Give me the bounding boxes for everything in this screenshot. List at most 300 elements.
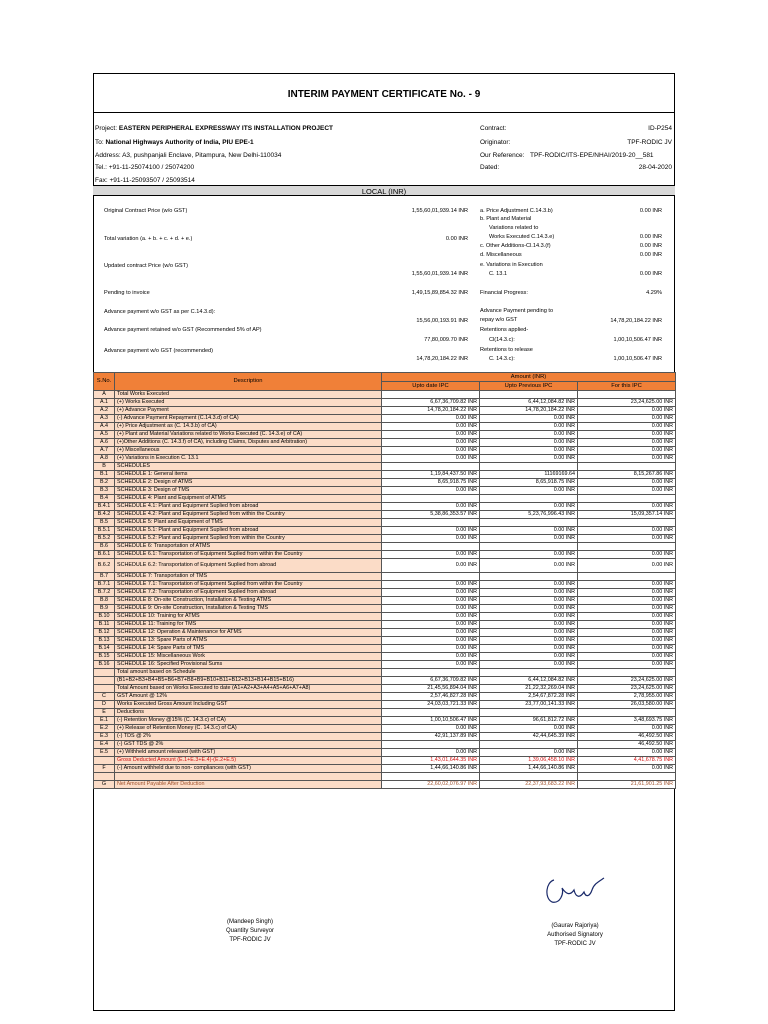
table-row xyxy=(94,495,676,503)
row-sno: A.2 xyxy=(94,407,115,415)
table-row xyxy=(94,669,676,677)
row-description: SCHEDULE 6: Transportation of ATMS xyxy=(115,543,382,551)
row-this-ipc: 46,492.50 INR xyxy=(578,741,676,749)
row-description: SCHEDULE 5: Plant and Equipment of TMS xyxy=(115,519,382,527)
row-upto-date: 42,91,137.89 INR xyxy=(382,733,480,741)
summary-label: Original Contract Price (w/o GST) xyxy=(104,208,188,214)
row-sno: B.5.2 xyxy=(94,535,115,543)
row-previous xyxy=(480,391,578,399)
divider xyxy=(93,112,675,113)
table-row xyxy=(94,661,676,669)
row-upto-date: 21,45,56,894.04 INR xyxy=(382,685,480,693)
row-this-ipc: 0.00 INR xyxy=(578,605,676,613)
row-previous: 0.00 INR xyxy=(480,613,578,621)
row-this-ipc xyxy=(578,495,676,503)
row-sno: B.4 xyxy=(94,495,115,503)
row-upto-date: 0.00 INR xyxy=(382,487,480,495)
row-description: SCHEDULE 7.2: Transportation of Equipment Suplied from abroad xyxy=(115,589,382,597)
row-previous: 0.00 INR xyxy=(480,423,578,431)
row-this-ipc: 0.00 INR xyxy=(578,415,676,423)
row-sno: E.3 xyxy=(94,733,115,741)
row-description: SCHEDULE 2: Design of ATMS xyxy=(115,479,382,487)
table-row xyxy=(94,701,676,709)
contract-label: Contract: xyxy=(480,125,507,132)
row-sno: B.11 xyxy=(94,621,115,629)
row-upto-date: 0.00 INR xyxy=(382,629,480,637)
document-title: INTERIM PAYMENT CERTIFICATE No. - 9 xyxy=(287,89,481,100)
row-upto-date: 0.00 INR xyxy=(382,503,480,511)
row-previous xyxy=(480,573,578,581)
row-previous: 6,44,12,084.82 INR xyxy=(480,677,578,685)
row-sno: G xyxy=(94,781,115,789)
row-previous: 0.00 INR xyxy=(480,559,578,573)
row-sno: E.2 xyxy=(94,725,115,733)
row-previous: 0.00 INR xyxy=(480,749,578,757)
left-signatory-name: (Mandeep Singh) xyxy=(226,919,274,925)
row-this-ipc: 0.00 INR xyxy=(578,637,676,645)
summary-label: repay w/o GST xyxy=(480,317,518,323)
row-previous: 6,44,12,084.82 INR xyxy=(480,399,578,407)
row-description: SCHEDULE 6.2: Transportation of Equipment Suplied from abroad xyxy=(115,559,382,573)
table-row xyxy=(94,431,676,439)
row-sno: B.7 xyxy=(94,573,115,581)
col-upto-date-header: Upto date IPC xyxy=(382,382,480,391)
row-description: Works Executed Gross Amount Including GST xyxy=(115,701,382,709)
summary-label: Variations related to xyxy=(489,225,539,231)
table-row xyxy=(94,391,676,399)
row-sno: E.4 xyxy=(94,741,115,749)
row-sno: C xyxy=(94,693,115,701)
row-upto-date: 0.00 INR xyxy=(382,597,480,605)
financial-progress-value: 4.29% xyxy=(646,290,662,296)
row-upto-date xyxy=(382,573,480,581)
row-sno: B.14 xyxy=(94,645,115,653)
row-upto-date xyxy=(382,773,480,781)
row-upto-date xyxy=(382,543,480,551)
table-row xyxy=(94,613,676,621)
summary-label: Advance payment retained w/o GST (Recommended 5% of AP) xyxy=(104,327,262,333)
row-this-ipc xyxy=(578,669,676,677)
col-description-header: Description xyxy=(115,373,382,391)
row-description: (+) Miscellaneous xyxy=(115,447,382,455)
table-row xyxy=(94,765,676,773)
row-upto-date: 24,03,03,721.33 INR xyxy=(382,701,480,709)
table-row xyxy=(94,589,676,597)
row-upto-date: 1,19,84,437.50 INR xyxy=(382,471,480,479)
right-signatory-role: Authorised Signatory xyxy=(547,932,603,938)
row-this-ipc: 0.00 INR xyxy=(578,765,676,773)
table-row xyxy=(94,581,676,589)
table-row xyxy=(94,519,676,527)
row-upto-date xyxy=(382,709,480,717)
summary-label: b. Plant and Material xyxy=(480,216,532,222)
row-upto-date: 6,67,36,709.82 INR xyxy=(382,399,480,407)
row-this-ipc: 2,78,955.00 INR xyxy=(578,693,676,701)
row-previous: 0.00 INR xyxy=(480,551,578,559)
row-upto-date: 1,00,10,506.47 INR xyxy=(382,717,480,725)
row-upto-date: 0.00 INR xyxy=(382,637,480,645)
row-this-ipc: 4,41,678.75 INR xyxy=(578,757,676,765)
row-description: Total amount based on Schedule xyxy=(115,669,382,677)
project-line: Project: EASTERN PERIPHERAL EXPRESSWAY ITS INSTALLATION PROJECT xyxy=(95,125,334,132)
row-description: SCHEDULE 7.1: Transportation of Equipment Suplied from within the Country xyxy=(115,581,382,589)
row-description: Deductions xyxy=(115,709,382,717)
summary-value: 77,80,009.70 INR xyxy=(424,337,468,343)
col-amount-header: Amount (INR) xyxy=(382,373,676,382)
row-sno: B.16 xyxy=(94,661,115,669)
row-upto-date: 0.00 INR xyxy=(382,613,480,621)
row-sno: B.6 xyxy=(94,543,115,551)
row-sno: B.5 xyxy=(94,519,115,527)
table-row xyxy=(94,423,676,431)
table-body xyxy=(94,391,676,789)
row-this-ipc: 0.00 INR xyxy=(578,535,676,543)
row-sno: A xyxy=(94,391,115,399)
summary-label: Updated contract Price (w/o GST) xyxy=(104,263,188,269)
row-this-ipc: 0.00 INR xyxy=(578,479,676,487)
row-previous: 0.00 INR xyxy=(480,629,578,637)
row-this-ipc: 0.00 INR xyxy=(578,431,676,439)
row-sno: D xyxy=(94,701,115,709)
table-row xyxy=(94,559,676,573)
row-previous xyxy=(480,543,578,551)
table-row xyxy=(94,527,676,535)
row-description: SCHEDULE 15: Miscellaneous Work xyxy=(115,653,382,661)
signature-text: Gaurav xyxy=(606,902,610,903)
table-row xyxy=(94,709,676,717)
col-previous-header: Upto Previous IPC xyxy=(480,382,578,391)
row-previous: 0.00 INR xyxy=(480,645,578,653)
row-description: Gross Deducted Amount (E.1+E.3+E.4)-(E.2+E.5) xyxy=(115,757,382,765)
table-row xyxy=(94,677,676,685)
row-description: (B1+B2+B3+B4+B5+B6+B7+B8+B9+B10+B11+B12+B13+B14+B15+B16) xyxy=(115,677,382,685)
row-sno: B.4.1 xyxy=(94,503,115,511)
row-upto-date: 8,65,918.75 INR xyxy=(382,479,480,487)
table-row xyxy=(94,781,676,789)
row-this-ipc: 0.00 INR xyxy=(578,439,676,447)
row-previous: 1,44,66,140.86 INR xyxy=(480,765,578,773)
table-row xyxy=(94,645,676,653)
row-this-ipc: 21,61,901.25 INR xyxy=(578,781,676,789)
row-sno: A.6 xyxy=(94,439,115,447)
row-description: (+) Release of Retention Money (C. 14.3.c) of CA) xyxy=(115,725,382,733)
table-row xyxy=(94,629,676,637)
table-row xyxy=(94,447,676,455)
row-description: Total Amount based on Works Executed to date (A1+A2+A3+A4+A5+A6+A7+A8) xyxy=(115,685,382,693)
row-this-ipc: 46,492.50 INR xyxy=(578,733,676,741)
row-this-ipc: 0.00 INR xyxy=(578,621,676,629)
row-upto-date: 0.00 INR xyxy=(382,725,480,733)
row-previous: 42,44,645.39 INR xyxy=(480,733,578,741)
summary-value: 15,56,00,193.91 INR xyxy=(416,318,468,324)
row-previous: 8,65,918.75 INR xyxy=(480,479,578,487)
row-this-ipc: 0.00 INR xyxy=(578,551,676,559)
table-row xyxy=(94,725,676,733)
row-sno xyxy=(94,669,115,677)
table-row xyxy=(94,535,676,543)
tel-line: Tel.: +91-11-25074100 / 25074200 xyxy=(95,164,195,171)
row-sno xyxy=(94,677,115,685)
local-currency-banner: LOCAL (INR) xyxy=(93,185,675,196)
row-this-ipc xyxy=(578,573,676,581)
row-upto-date: 0.00 INR xyxy=(382,653,480,661)
row-upto-date: 1,44,66,140.86 INR xyxy=(382,765,480,773)
row-upto-date xyxy=(382,741,480,749)
row-upto-date: 0.00 INR xyxy=(382,527,480,535)
row-this-ipc: 0.00 INR xyxy=(578,455,676,463)
summary-label: C. 13.1 xyxy=(489,271,508,277)
row-this-ipc: 0.00 INR xyxy=(578,629,676,637)
summary-label: a. Price Adjustment C.14.3.b) xyxy=(480,208,553,214)
row-previous xyxy=(480,463,578,471)
row-previous xyxy=(480,741,578,749)
row-sno: A.8 xyxy=(94,455,115,463)
row-sno: B.7.1 xyxy=(94,581,115,589)
row-upto-date xyxy=(382,669,480,677)
row-sno: A.1 xyxy=(94,399,115,407)
table-row xyxy=(94,543,676,551)
row-description: SCHEDULE 5.2: Plant and Equipment Suplied from within the Country xyxy=(115,535,382,543)
table-row xyxy=(94,749,676,757)
dated-label: Dated: xyxy=(480,164,500,171)
summary-value: 14,78,20,184.22 INR xyxy=(610,318,662,324)
row-this-ipc xyxy=(578,519,676,527)
row-description: SCHEDULE 9: On-site Construction, Installation & Testing TMS xyxy=(115,605,382,613)
row-previous: 0.00 INR xyxy=(480,581,578,589)
row-this-ipc: 0.00 INR xyxy=(578,725,676,733)
row-sno: B.6.2 xyxy=(94,559,115,573)
right-signatory-name: (Gaurav Rajoriya) xyxy=(551,923,599,929)
row-this-ipc: 0.00 INR xyxy=(578,661,676,669)
row-previous: 0.00 INR xyxy=(480,637,578,645)
summary-value: 1,55,60,01,939.14 INR xyxy=(411,271,468,277)
table-row xyxy=(94,741,676,749)
row-upto-date: 5,38,86,353.57 INR xyxy=(382,511,480,519)
row-this-ipc: 0.00 INR xyxy=(578,559,676,573)
row-description: SCHEDULE 7: Transportation of TMS xyxy=(115,573,382,581)
row-sno: B.5.1 xyxy=(94,527,115,535)
row-description: (+) Variations in Execution C. 13.1 xyxy=(115,455,382,463)
row-previous: 0.00 INR xyxy=(480,431,578,439)
row-previous: 0.00 INR xyxy=(480,415,578,423)
row-description: (+)Other Additions (C. 14.3.f) of CA), including Claims, Disputes and Arbitration) xyxy=(115,439,382,447)
row-description: (+) Works Executed xyxy=(115,399,382,407)
table-row xyxy=(94,733,676,741)
row-this-ipc: 8,15,267.86 INR xyxy=(578,471,676,479)
row-description: SCHEDULE 4: Plant and Equipment of ATMS xyxy=(115,495,382,503)
row-sno: B.1 xyxy=(94,471,115,479)
row-upto-date xyxy=(382,495,480,503)
row-description: (+) Withheld amount released (with GST) xyxy=(115,749,382,757)
originator-label: Originator: xyxy=(480,139,511,146)
row-upto-date: 1,43,01,644.35 INR xyxy=(382,757,480,765)
summary-label: Pending to invoice xyxy=(104,290,150,296)
summary-label: Advance payment w/o GST (recommended) xyxy=(104,348,214,354)
row-previous: 2,54,67,872.28 INR xyxy=(480,693,578,701)
summary-label: Works Executed C.14.3.e) xyxy=(489,234,555,240)
row-upto-date: 0.00 INR xyxy=(382,749,480,757)
row-previous: 0.00 INR xyxy=(480,447,578,455)
row-sno xyxy=(94,757,115,765)
summary-label: e. Variations in Execution xyxy=(480,262,543,268)
row-upto-date: 0.00 INR xyxy=(382,455,480,463)
row-description: (+) Advance Payment xyxy=(115,407,382,415)
row-description: SCHEDULE 16: Specified Provisional Sums xyxy=(115,661,382,669)
row-description: GST Amount @ 12% xyxy=(115,693,382,701)
table-row xyxy=(94,757,676,765)
row-this-ipc xyxy=(578,391,676,399)
address-line: Address: A3, pushpanjali Enclave, Pitampura, New Delhi-110034 xyxy=(95,152,282,159)
row-this-ipc: 23,24,625.00 INR xyxy=(578,677,676,685)
summary-value: 1,00,10,506.47 INR xyxy=(613,337,662,343)
summary-label: Advance payment w/o GST as per C.14.3.d): xyxy=(104,309,216,315)
summary-label: c. Other Additions-Cl.14.3.(f) xyxy=(480,243,551,249)
row-description: Total Works Executed xyxy=(115,391,382,399)
table-row xyxy=(94,487,676,495)
row-sno: E xyxy=(94,709,115,717)
row-description: SCHEDULE 1: General items xyxy=(115,471,382,479)
table-row xyxy=(94,455,676,463)
summary-value: 1,49,15,89,854.32 INR xyxy=(411,290,468,296)
table-row xyxy=(94,573,676,581)
summary-value: 0.00 INR xyxy=(639,243,662,249)
row-this-ipc: 0.00 INR xyxy=(578,597,676,605)
row-description xyxy=(115,773,382,781)
summary-label: Cl(14.3.c): xyxy=(489,337,515,343)
row-description: SCHEDULE 8: On-site Construction, Installation & Testing ATMS xyxy=(115,597,382,605)
row-upto-date xyxy=(382,463,480,471)
row-previous xyxy=(480,709,578,717)
row-sno: B.6.1 xyxy=(94,551,115,559)
summary-label: d. Miscellaneous xyxy=(480,252,522,258)
left-signatory-role: Quantity Surveyor xyxy=(225,928,275,934)
row-upto-date: 0.00 INR xyxy=(382,559,480,573)
contract-value: ID-P254 xyxy=(648,125,672,132)
row-previous: 0.00 INR xyxy=(480,487,578,495)
row-previous: 0.00 INR xyxy=(480,653,578,661)
summary-label: Financial Progress: xyxy=(480,290,528,296)
row-upto-date: 0.00 INR xyxy=(382,439,480,447)
row-description: SCHEDULE 3: Design of TMS xyxy=(115,487,382,495)
row-sno: B.12 xyxy=(94,629,115,637)
row-previous: 0.00 INR xyxy=(480,455,578,463)
row-sno: B.4.2 xyxy=(94,511,115,519)
row-sno: E.1 xyxy=(94,717,115,725)
row-description: SCHEDULE 4.1: Plant and Equipment Suplied from abroad xyxy=(115,503,382,511)
table-row xyxy=(94,653,676,661)
table-row xyxy=(94,463,676,471)
row-this-ipc: 0.00 INR xyxy=(578,749,676,757)
table-row xyxy=(94,399,676,407)
row-previous: 23,77,00,141.33 INR xyxy=(480,701,578,709)
table-row xyxy=(94,773,676,781)
row-previous: 0.00 INR xyxy=(480,621,578,629)
row-previous: 11169169.64 xyxy=(480,471,578,479)
row-upto-date: 0.00 INR xyxy=(382,423,480,431)
row-sno: A.7 xyxy=(94,447,115,455)
row-this-ipc: 3,48,693.75 INR xyxy=(578,717,676,725)
summary-value: 1,55,60,01,939.14 INR xyxy=(411,208,468,214)
row-sno: B xyxy=(94,463,115,471)
row-upto-date: 0.00 INR xyxy=(382,645,480,653)
row-previous: 0.00 INR xyxy=(480,661,578,669)
row-upto-date xyxy=(382,519,480,527)
signature-mark xyxy=(540,872,610,910)
summary-label: Retentions to release xyxy=(480,347,533,353)
row-upto-date xyxy=(382,391,480,399)
row-sno: B.2 xyxy=(94,479,115,487)
row-description: SCHEDULE 12: Operation & Maintenance for ATMS xyxy=(115,629,382,637)
row-sno: B.15 xyxy=(94,653,115,661)
row-previous: 5,23,76,996.43 INR xyxy=(480,511,578,519)
summary-label: Advance Payment pending to xyxy=(480,308,554,314)
row-this-ipc: 23,24,625.00 INR xyxy=(578,399,676,407)
row-upto-date: 2,57,46,827.28 INR xyxy=(382,693,480,701)
row-previous: 21,22,32,269.04 INR xyxy=(480,685,578,693)
row-this-ipc: 0.00 INR xyxy=(578,645,676,653)
right-signatory xyxy=(520,922,630,949)
table-row xyxy=(94,637,676,645)
row-this-ipc: 0.00 INR xyxy=(578,613,676,621)
row-this-ipc: 23,24,625.00 INR xyxy=(578,685,676,693)
row-sno: A.4 xyxy=(94,423,115,431)
row-description: (-) TDS @ 2% xyxy=(115,733,382,741)
row-description: SCHEDULE 5.1: Plant and Equipment Suplied from abroad xyxy=(115,527,382,535)
row-previous: 1,39,06,458.10 INR xyxy=(480,757,578,765)
row-this-ipc: 0.00 INR xyxy=(578,589,676,597)
row-description: SCHEDULE 4.2: Plant and Equipment Suplied from within the Country xyxy=(115,511,382,519)
reference-label: Our Reference: xyxy=(480,152,525,159)
row-upto-date: 6,67,36,709.82 INR xyxy=(382,677,480,685)
row-previous: 0.00 INR xyxy=(480,535,578,543)
row-this-ipc xyxy=(578,543,676,551)
row-description: (-) Amount withheld due to non- compliances (with GST) xyxy=(115,765,382,773)
row-previous: 0.00 INR xyxy=(480,589,578,597)
row-upto-date: 14,78,20,184.22 INR xyxy=(382,407,480,415)
row-this-ipc: 0.00 INR xyxy=(578,447,676,455)
row-description: SCHEDULES xyxy=(115,463,382,471)
summary-label: C. 14.3.c): xyxy=(489,356,515,362)
row-sno xyxy=(94,773,115,781)
row-this-ipc: 0.00 INR xyxy=(578,653,676,661)
table-row xyxy=(94,407,676,415)
row-upto-date: 22,60,02,076.97 INR xyxy=(382,781,480,789)
table-row xyxy=(94,511,676,519)
table-row xyxy=(94,605,676,613)
table-row xyxy=(94,503,676,511)
row-description: (+) Price Adjustment as (C. 14.3.b) of CA) xyxy=(115,423,382,431)
row-description: SCHEDULE 13: Spare Parts of ATMS xyxy=(115,637,382,645)
col-this-ipc-header: For this IPC xyxy=(578,382,676,391)
row-description: (-) GST TDS @ 2% xyxy=(115,741,382,749)
row-sno: E.5 xyxy=(94,749,115,757)
row-upto-date: 0.00 INR xyxy=(382,415,480,423)
row-previous: 96,61,812.72 INR xyxy=(480,717,578,725)
row-this-ipc: 15,09,357.14 INR xyxy=(578,511,676,519)
col-sno-header: S.No. xyxy=(94,373,115,391)
row-this-ipc xyxy=(578,463,676,471)
row-previous xyxy=(480,519,578,527)
dated-value: 28-04-2020 xyxy=(638,164,672,171)
row-previous: 0.00 INR xyxy=(480,597,578,605)
row-sno: A.5 xyxy=(94,431,115,439)
row-this-ipc: 0.00 INR xyxy=(578,423,676,431)
row-sno: B.7.2 xyxy=(94,589,115,597)
row-previous xyxy=(480,669,578,677)
summary-value: 0.00 INR xyxy=(639,208,662,214)
row-upto-date: 0.00 INR xyxy=(382,535,480,543)
row-description: (+) Plant and Material Variations related to Works Executed (C. 14.3.e) of CA) xyxy=(115,431,382,439)
